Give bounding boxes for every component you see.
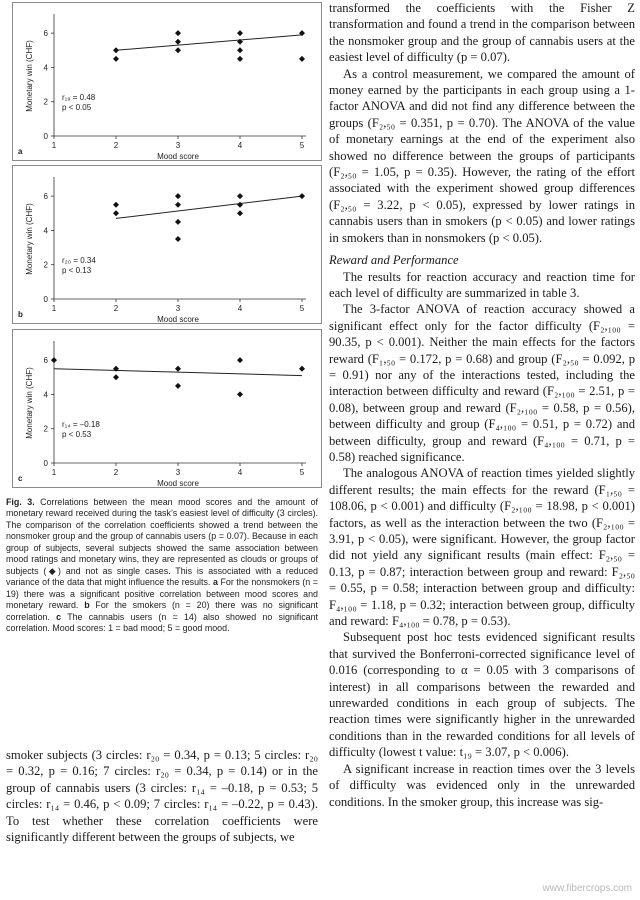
caption-label: Fig. 3.: [6, 497, 35, 507]
y-tick-label: 2: [43, 260, 48, 270]
data-point: [175, 30, 181, 36]
x-tick-label: 3: [175, 141, 181, 150]
caption-c-text: The cannabis users (n = 14) also showed no significant correlation. Mood scores: 1 = bad mood; 5 = good mood.: [6, 611, 319, 633]
data-point: [237, 202, 243, 208]
data-point: [237, 30, 243, 36]
data-point: [237, 391, 243, 397]
x-tick-label: 3: [175, 468, 181, 477]
x-axis-label: Mood score: [157, 479, 199, 486]
stat-p: p < 0.13: [62, 266, 92, 275]
y-tick-label: 6: [43, 192, 48, 202]
figure-panel-c: [4, 329, 320, 486]
paragraph-difficulty-increase: A significant increase in reaction times over the 3 levels of difficulty was evidenced only in the unrewarded conditions. In the smoker group, this increase was sig-: [329, 761, 635, 809]
caption-text: Correlations between the mean mood scores and the amount of monetary reward received during the task’s easiest level of difficulty (3 circles). The comparison of the correlation coefficients showed a trend between the nonsmoker group and the group of cannabis users (p = 0.07). Because in each group of subjects, several subjects showed the same association between mood ratings and monetary wins, they are represented as clouds or groups of subjects (◆) and not as single cases. This is associated with a reduced variance of the data that might influence the results.: [6, 497, 318, 588]
data-point: [175, 383, 181, 389]
x-tick-label: 4: [237, 141, 243, 150]
x-tick-label: 3: [175, 304, 181, 313]
x-tick-label: 2: [113, 141, 119, 150]
scatter-chart-c: [4, 329, 320, 486]
stat-r: r₁₉ = 0.48: [62, 93, 96, 102]
y-axis-label: Monetary win (CHF): [25, 40, 34, 112]
y-tick-label: 6: [43, 29, 48, 39]
paragraph-results-summary: The results for reaction accuracy and reaction time for each level of difficulty are summarized in table 3.: [329, 269, 635, 300]
right-column: [329, 0, 635, 810]
paragraph-reaction-time-anova: The analogous ANOVA of reaction times yielded slightly different results; the main effects for the reward (F₁,₅₀ = 108.06, p < 0.001) and difficulty (F₂,₁₀₀ = 18.98, p < 0.001) factors, as well as the interaction between the two (F₂,₁₀₀ = 3.91, p < 0.05), were significant. However, the group factor did not yield any significant results (main effect: F₂,₅₀ = 0.13, p = 0.87; interaction between group and reward: F₂,₅₀ = 0.55, p = 0.58; interaction between group and difficulty: F₄,₁₀₀ = 1.18, p = 0.32; interaction between group, difficulty and reward: F₄,₁₀₀ = 0.78, p = 0.53).: [329, 466, 635, 629]
caption-a-label: a: [212, 577, 218, 588]
data-point: [175, 193, 181, 199]
panel-label: b: [18, 310, 23, 319]
data-point: [299, 366, 305, 372]
paragraph-accuracy-anova: The 3-factor ANOVA of reaction accuracy showed a significant effect only for the factor difficulty (F₂,₁₀₀ = 90.35, p < 0.001). Neither the main effects for the factors reward (F₁,₅₀ = 0.172, p = 0.68) and group (F₂,₅₀ = 0.092, p = 0.91) nor any of the interactions tested, including the interaction between difficulty and reward (F₂,₁₀₀ = 2.51, p = 0.08), between group and reward (F₂,₁₀₀ = 0.58, p = 0.56), between difficulty and group (F₄,₁₀₀ = 0.51, p = 0.72) and between difficulty, group and reward (F₄,₁₀₀ = 0.71, p = 0.58) reached significance.: [329, 302, 635, 464]
x-tick-label: 1: [51, 468, 57, 477]
stat-p: p < 0.53: [62, 430, 92, 439]
data-point: [175, 202, 181, 208]
scatter-chart-b: [4, 165, 320, 322]
y-tick-label: 4: [43, 390, 48, 400]
caption-b-text: For the smokers (n = 20) there was no significant correlation.: [6, 600, 318, 622]
x-axis-label: Mood score: [157, 315, 199, 322]
data-point: [113, 47, 119, 53]
data-point: [113, 374, 119, 380]
data-point: [299, 193, 305, 199]
x-tick-label: 5: [299, 304, 305, 313]
y-tick-label: 2: [43, 424, 48, 434]
y-tick-label: 0: [43, 459, 48, 468]
y-axis-label: Monetary win (CHF): [25, 367, 34, 439]
y-tick-label: 4: [43, 226, 48, 236]
x-tick-label: 1: [51, 304, 57, 313]
data-point: [113, 56, 119, 62]
data-point: [237, 210, 243, 216]
paragraph-control-measurement: As a control measurement, we compared the amount of money earned by the participants in each group using a 1-factor ANOVA and did not find any difference between the groups (F₂,₅₀ = 0.351, p = 0.70). The ANOVA of the value of monetary earnings at the end of the experiment also showed no difference between the groups of participants (F₂,₅₀ = 1.05, p = 0.35). However, the rating of the effort associated with the experiment showed group differences (F₂,₅₀ = 3.22, p < 0.05), expressed by lower ratings in cannabis users than in smokers (p < 0.05) and lower ratings in smokers than in nonsmokers (p < 0.05).: [329, 66, 635, 245]
data-point: [237, 47, 243, 53]
data-point: [175, 39, 181, 45]
stat-r: r₂₀ = 0.34: [62, 256, 96, 265]
data-point: [237, 56, 243, 62]
x-tick-label: 2: [113, 468, 119, 477]
data-point: [175, 366, 181, 372]
x-tick-label: 5: [299, 468, 305, 477]
y-tick-label: 2: [43, 97, 48, 107]
paragraph-post-hoc: Subsequent post hoc tests evidenced significant results that survived the Bonferroni-corrected significance level of 0.016 (corresponding to α = 0.05 with 3 comparisons of interest) in all comparisons between the rewarded and unrewarded conditions in each group of subjects. The reaction times were significantly higher in the unrewarded conditions than in the rewarded conditions for all levels of difficulty (lowest t value: t₁₉ = 3.07, p < 0.006).: [329, 630, 635, 760]
panel-label: a: [18, 147, 23, 156]
caption-c-label: c: [56, 611, 62, 622]
figure-panel-b: [4, 165, 320, 322]
trend-line: [116, 35, 302, 50]
scatter-chart-a: [4, 2, 320, 159]
y-tick-label: 0: [43, 132, 48, 141]
x-tick-label: 5: [299, 141, 305, 150]
figure-caption: [6, 497, 318, 634]
section-heading: Reward and Performance: [329, 253, 459, 268]
data-point: [175, 219, 181, 225]
data-point: [175, 47, 181, 53]
data-point: [299, 56, 305, 62]
trend-line: [116, 196, 302, 218]
data-point: [51, 357, 57, 363]
left-body-text: smoker subjects (3 circles: r₂₀ = 0.34, p = 0.13; 5 circles: r₂₀ = 0.32, p = 0.16; 7 circles: r₂₀ = 0.34, p = 0.14) or in the group of cannabis users (3 circles: r₁₄ = –0.18, p = 0.53; 5 circles: r₁₄ = 0.46, p < 0.09; 7 circles: r₁₄ = –0.22, p = 0.43). To test whether these correlation coefficients were significantly different between the groups of subjects, we: [6, 748, 318, 845]
figure-panel-a: [4, 2, 320, 159]
data-point: [237, 357, 243, 363]
panel-label: c: [18, 474, 23, 483]
stat-p: p < 0.05: [62, 103, 92, 112]
y-axis-label: Monetary win (CHF): [25, 203, 34, 275]
x-tick-label: 4: [237, 304, 243, 313]
data-point: [113, 202, 119, 208]
caption-a-text: For the nonsmokers (n = 19) there was a significant positive correlation between mood scores and monetary reward.: [6, 577, 318, 611]
x-tick-label: 4: [237, 468, 243, 477]
x-tick-label: 1: [51, 141, 57, 150]
x-axis-label: Mood score: [157, 152, 199, 159]
y-tick-label: 4: [43, 63, 48, 73]
paragraph-fisher-z: transformed the coefficients with the Fisher Z transformation and found a trend in the comparison between the nonsmoker group and the group of cannabis users at the easiest level of difficulty (p = 0.07).: [329, 1, 635, 65]
data-point: [237, 193, 243, 199]
data-point: [175, 236, 181, 242]
y-tick-label: 6: [43, 356, 48, 366]
y-tick-label: 0: [43, 295, 48, 304]
data-point: [113, 210, 119, 216]
caption-b-label: b: [84, 600, 90, 611]
stat-r: r₁₄ = –0.18: [62, 420, 100, 429]
watermark: www.fibercrops.com: [542, 883, 632, 894]
x-tick-label: 2: [113, 304, 119, 313]
